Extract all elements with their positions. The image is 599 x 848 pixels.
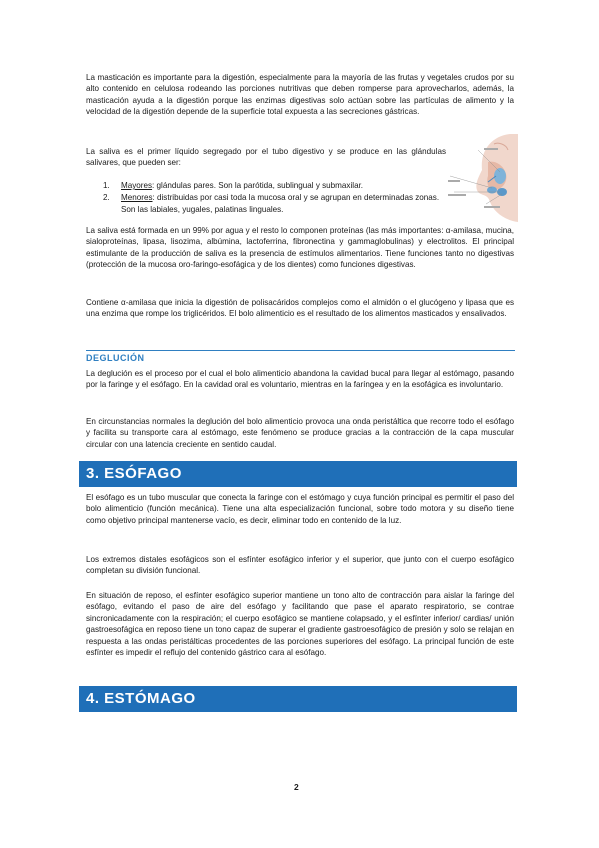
glandulas-list — [103, 180, 448, 216]
section-banner-esofago: 3. ESÓFAGO — [79, 461, 517, 487]
paragraph-amilasa: Contiene α-amilasa que inicia la digestión de polisacáridos complejos como el almidón o el glucógeno y lipasa que es una enzima que rompe los triglicéridos. El bolo alimenticio es el resultado de los alimentos masticados y ensalivados. — [86, 298, 514, 319]
paragraph-deglucion-1: La deglución es el proceso por el cual el bolo alimenticio abandona la cavidad bucal para llegar al estómago, pasando por la faringe y el esófago. En la cavidad oral es voluntario, mientras en la faríngea y en la esofágica es involuntario. — [86, 369, 514, 390]
list-item — [103, 180, 448, 191]
paragraph-saliva-intro: La saliva es el primer líquido segregado por el tubo digestivo y se produce en las glándulas salivares, que pueden ser: — [86, 147, 446, 168]
subheading-deglucion: DEGLUCIÓN — [86, 350, 515, 363]
paragraph-esofago-2: Los extremos distales esofágicos son el esfínter esofágico inferior y el superior, que junto con el cuerpo esofágico completan su división funcional. — [86, 555, 514, 576]
section-banner-estomago: 4. ESTÓMAGO — [79, 686, 517, 712]
list-number: 2. — [103, 193, 110, 203]
paragraph-esofago-3: En situación de reposo, el esfínter esofágico superior mantiene un tono alto de contracción para aislar la faringe del esófago, evitando el paso de aire del esófago y facilitando que pase el aparato respiratorio, se contrae sincronicadamente con la respiración; el cuerpo esofágico se mantiene colapsado, y el esfínter inferior/ cardias/ unión gastroesofágica en reposo tiene un tono capaz de superar el gradiente gastroesofágico de presión y solo se relajan en respuesta a las ondas peristálticas procedentes de las porciones superiores del esófago. La principal función de este esfínter es impedir el reflujo del contenido gástrico cara al esófago. — [86, 591, 514, 658]
list-term: Menores — [121, 193, 153, 203]
salivary-glands-illustration — [448, 132, 518, 224]
list-text: : distribuidas por casi toda la mucosa oral y se agrupan en determinadas zonas. Son las labiales, yugales, palatinas linguales. — [121, 193, 440, 214]
paragraph-deglucion-2: En circunstancias normales la deglución del bolo alimenticio provoca una onda peristáltica que recorre todo el esófago y facilita su transporte cara al estómago, este fenómeno se produce gracias a la contracción de la capa muscular circular con una latencia creciente en sentido caudal. — [86, 417, 514, 449]
list-number: 1. — [103, 181, 110, 190]
list-term: Mayores — [121, 181, 153, 190]
page-number: 2 — [294, 782, 299, 792]
list-text: : glándulas pares. Son la parótida, sublingual y submaxilar. — [152, 181, 364, 190]
paragraph-saliva-composicion: La saliva está formada en un 99% por agua y el resto lo componen proteínas (las más importantes: α-amilasa, mucina, sialoproteínas, lipasa, lisozima, albúmina, lactoferrina, fibronectina y gammaglobulinas) y electrolitos. El principal estimulante de la producción de saliva es la presencia de estímulos alimentarios. Tiene funciones tanto no digestivas (protección de la mucosa oro-faringo-esofágica y de los dientes) como funciones digestivas. — [86, 226, 514, 270]
paragraph-esofago-1: El esófago es un tubo muscular que conecta la faringe con el estómago y cuya función principal es permitir el paso del bolo alimenticio (función mecánica). Tiene una alta especialización funcional, sobre todo motora y su diseño tiene como objetivo principal mantenerse vacío, es decir, eliminar todo en contenido de la luz. — [86, 493, 514, 525]
paragraph-masticacion: La masticación es importante para la digestión, especialmente para la mayoría de las frutas y vegetales crudos por su alto contenido en celulosa rodeando las porciones nutritivas que deben romperse para aprovecharlos, además, la masticación ayuda a la digestión porque las enzimas digestivas solo actúan sobre las partículas de alimento y la velocidad de la digestión depende de la superficie total expuesta a las secreciones gástricas. — [86, 73, 514, 117]
list-item — [103, 192, 448, 215]
